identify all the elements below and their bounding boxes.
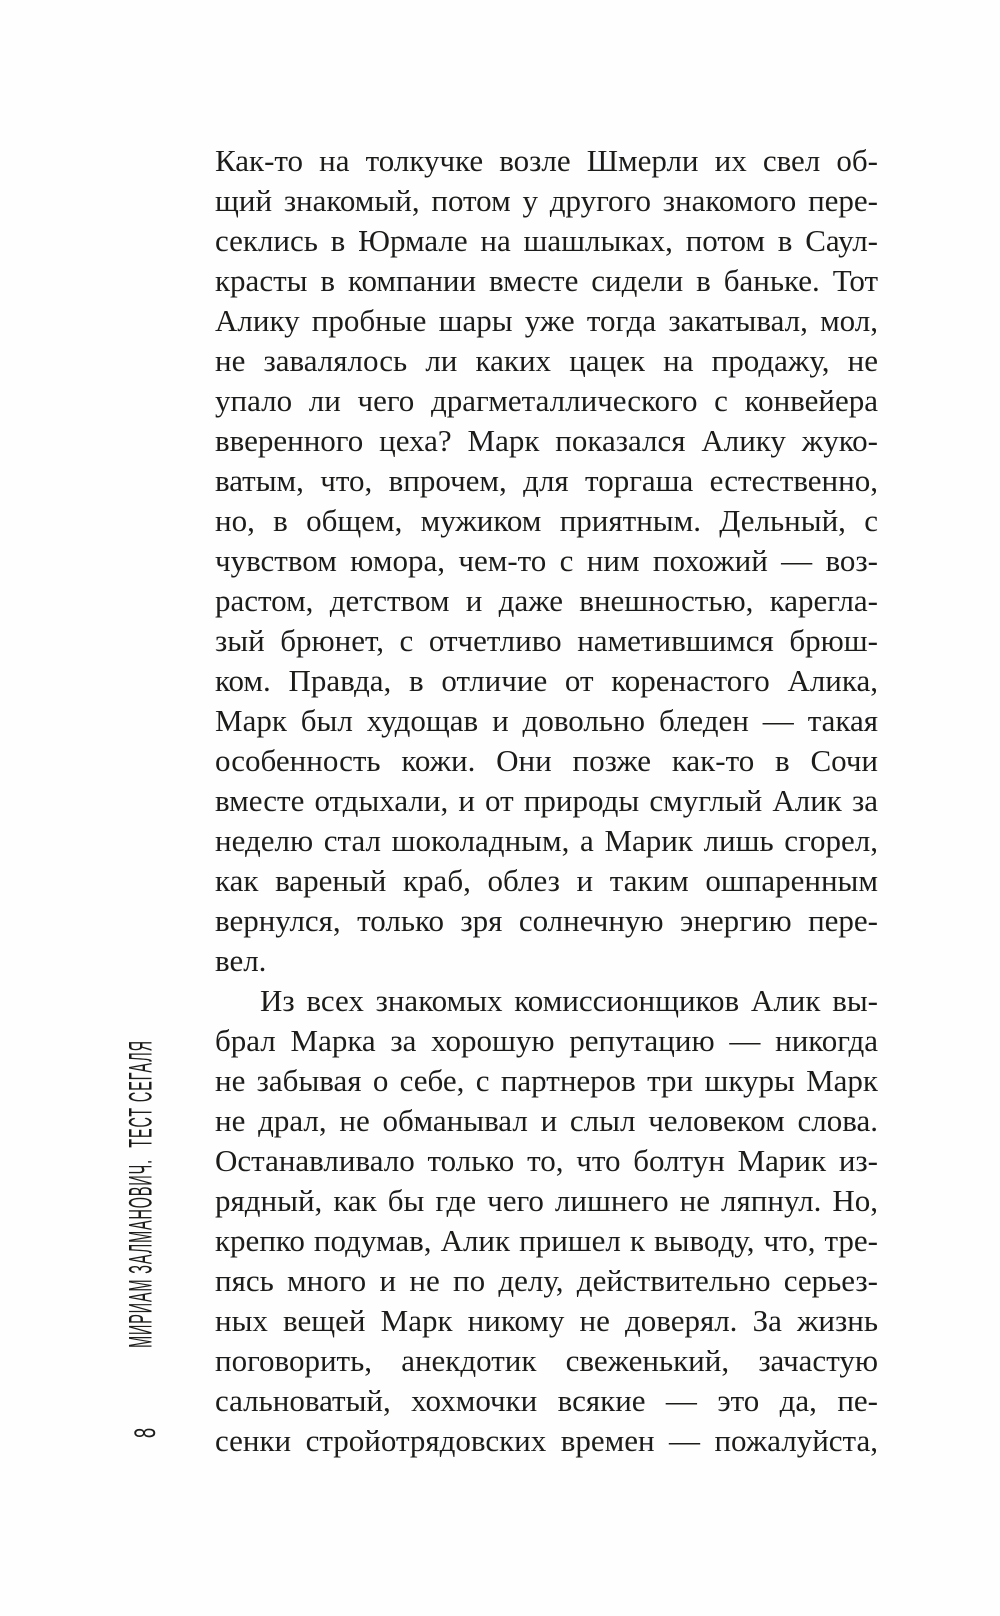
text-line: сальноватый, хохмочки всякие — это да, пе- xyxy=(215,1383,878,1418)
paragraph-1 xyxy=(215,141,878,981)
text-line: как вареный краб, облез и таким ошпаренным xyxy=(215,863,878,898)
book-author: МИРИАМ ЗАЛМАНОВИЧ. xyxy=(122,1158,159,1348)
text-line: сенки стройотрядовских времен — пожалуйста, xyxy=(215,1423,878,1458)
paragraph-2 xyxy=(215,981,878,1461)
text-line: особенность кожи. Они позже как-то в Сочи xyxy=(215,743,878,778)
text-line: вместе отдыхали, и от природы смуглый Алик за xyxy=(215,783,878,818)
text-line: щий знакомый, потом у другого знакомого пере- xyxy=(215,183,878,218)
text-line: пясь много и не по делу, действительно серьез- xyxy=(215,1263,878,1298)
text-line: секлись в Юрмале на шашлыках, потом в Саул- xyxy=(215,223,878,258)
text-line: вверенного цеха? Марк показался Алику жуко- xyxy=(215,423,878,458)
text-line: упало ли чего драгметаллического с конвейера xyxy=(215,383,878,418)
text-line: неделю стал шоколадным, а Марик лишь сгорел, xyxy=(215,823,878,858)
text-line: крепко подумав, Алик пришел к выводу, что, тре- xyxy=(215,1223,878,1258)
text-line: вернулся, только зря солнечную энергию пере- xyxy=(215,903,878,938)
text-line: поговорить, анекдотик свеженький, зачастую xyxy=(215,1343,878,1378)
body-text xyxy=(215,141,878,1461)
text-line: ватым, что, впрочем, для торгаша естественно, xyxy=(215,463,878,498)
text-line: не забывая о себе, с партнеров три шкуры Марк xyxy=(215,1063,878,1098)
text-line: Из всех знакомых комиссионщиков Алик вы- xyxy=(260,983,878,1018)
text-line: зый брюнет, с отчетливо наметившимся брюш- xyxy=(215,623,878,658)
text-line: ных вещей Марк никому не доверял. За жизнь xyxy=(215,1303,878,1338)
text-line: Марк был худощав и довольно бледен — такая xyxy=(215,703,878,738)
text-line: рядный, как бы где чего лишнего не ляпнул. Но, xyxy=(215,1183,878,1218)
book-title: ТЕСТ СЕГАЛЯ xyxy=(122,1040,159,1148)
text-line: красты в компании вместе сидели в баньке. Тот xyxy=(215,263,878,298)
text-line: Алику пробные шары уже тогда закатывал, мол, xyxy=(215,303,878,338)
text-line: не драл, не обманывал и слыл человеком слова. xyxy=(215,1103,878,1138)
text-line: чувством юмора, чем-то с ним похожий — воз- xyxy=(215,543,878,578)
text-line: не завалялось ли каких цацек на продажу, не xyxy=(215,343,878,378)
text-line: брал Марка за хорошую репутацию — никогда xyxy=(215,1023,878,1058)
text-line: Как-то на толкучке возле Шмерли их свел об- xyxy=(215,143,878,178)
text-line: но, в общем, мужиком приятным. Дельный, с xyxy=(215,503,878,538)
text-line: Останавливало только то, что болтун Марик из- xyxy=(215,1143,878,1178)
text-line: вел. xyxy=(215,943,267,978)
spine-title xyxy=(123,1040,160,1348)
text-line: ком. Правда, в отличие от коренастого Алика, xyxy=(215,663,878,698)
text-line: растом, детством и даже внешностью, карегла- xyxy=(215,583,878,618)
page-number: 8 xyxy=(129,1427,162,1439)
